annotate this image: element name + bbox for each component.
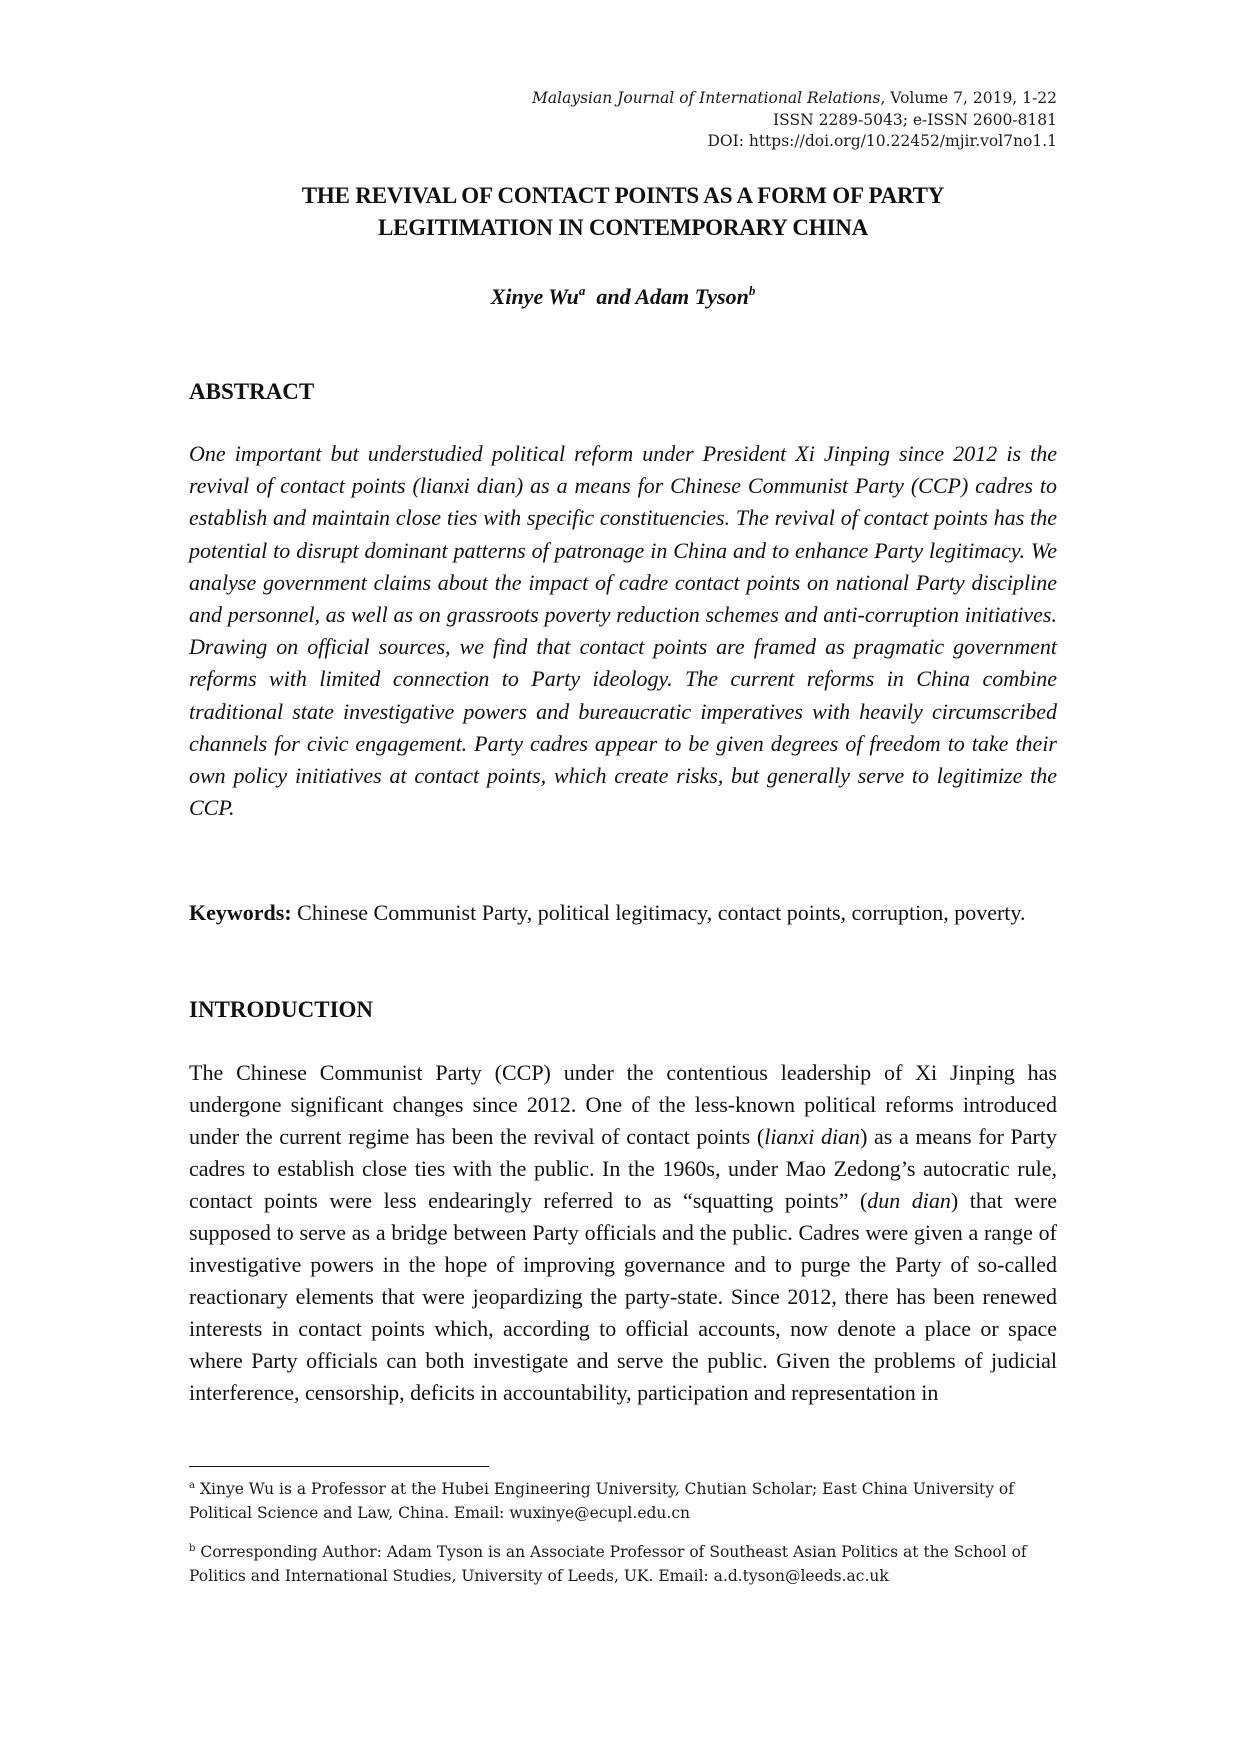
term-lianxi-dian: lianxi dian bbox=[764, 1124, 861, 1149]
footnote-mark-a: a bbox=[189, 1480, 195, 1491]
term-dun-dian: dun dian bbox=[867, 1188, 951, 1213]
body-segment: The Chinese Communist Party (CCP) under the contentious leadership of Xi Jinping has undergone significant changes since 2012. One of the less-known political reforms introduced under the current regime has been the revival of contact points ( bbox=[189, 1060, 1057, 1149]
author-1-affiliation-mark: a bbox=[578, 283, 586, 298]
volume-info: , Volume 7, 2019, 1-22 bbox=[880, 89, 1057, 107]
footnote-mark-b: b bbox=[189, 1543, 196, 1554]
footnote-text-a: Xinye Wu is a Professor at the Hubei Engineering University, Chutian Scholar; East China University of Political Science and Law, China. Email: wuxinye@ecupl.edu.cn bbox=[189, 1480, 1014, 1522]
footnote-separator bbox=[189, 1466, 489, 1467]
journal-name: Malaysian Journal of International Relations bbox=[532, 89, 881, 107]
keywords-list: Chinese Communist Party, political legitimacy, contact points, corruption, poverty. bbox=[291, 900, 1026, 925]
footnote-a bbox=[189, 1478, 1057, 1525]
body-segment: ) as a means for Party cadres to establish close ties with the public. In the 1960s, under Mao Zedong’s autocratic rule, contact points were less endearingly referred to as “squatting points” ( bbox=[189, 1124, 1057, 1213]
journal-header bbox=[189, 88, 1057, 153]
abstract-text: One important but understudied political reform under President Xi Jinping since 2012 is the revival of contact points (lianxi dian) as a means for Chinese Communist Party (CCP) cadres to establish and maintain close ties with specific constituencies. The revival of contact points has the potential to disrupt dominant patterns of patronage in China and to enhance Party legitimacy. We analyse government claims about the impact of cadre contact points on national Party discipline and personnel, as well as on grassroots poverty reduction schemes and anti-corruption initiatives. Drawing on official sources, we find that contact points are framed as pragmatic government reforms with limited connection to Party ideology. The current reforms in China combine traditional state investigative powers and bureaucratic imperatives with heavily circumscribed channels for civic engagement. Party cadres appear to be given degrees of freedom to take their own policy initiatives at contact points, which create risks, but generally serve to legitimize the CCP. bbox=[189, 441, 1057, 821]
author-list bbox=[189, 282, 1057, 312]
introduction-heading: INTRODUCTION bbox=[189, 997, 374, 1022]
issn: ISSN 2289-5043; e-ISSN 2600-8181 bbox=[773, 110, 1057, 129]
author-2: Adam Tyson bbox=[635, 284, 749, 309]
title-line-2: LEGITIMATION IN CONTEMPORARY CHINA bbox=[377, 215, 869, 240]
paper-title bbox=[189, 180, 1057, 244]
author-connector: and bbox=[596, 284, 631, 309]
author-1: Xinye Wu bbox=[490, 284, 579, 309]
abstract-heading: ABSTRACT bbox=[189, 379, 315, 404]
doi: DOI: https://doi.org/10.22452/mjir.vol7no1.1 bbox=[707, 132, 1057, 150]
body-segment: ) that were supposed to serve as a bridge between Party officials and the public. Cadres were given a range of investigative powers in the hope of improving governance and to purge the Party of so-called reactionary elements that were jeopardizing the party-state. Since 2012, there has been renewed interests in contact points which, according to official accounts, now denote a place or space where Party officials can both investigate and serve the public. Given the problems of judicial interference, censorship, deficits in accountability, participation and representation in bbox=[189, 1188, 1057, 1405]
keywords bbox=[189, 897, 1057, 929]
footnote-b bbox=[189, 1541, 1057, 1588]
keywords-label: Keywords: bbox=[189, 900, 292, 925]
introduction-body bbox=[189, 1057, 1057, 1409]
title-line-1: THE REVIVAL OF CONTACT POINTS AS A FORM OF PARTY bbox=[301, 183, 945, 208]
footnote-text-b: Corresponding Author: Adam Tyson is an Associate Professor of Southeast Asian Politics at the School of Politics and International Studies, University of Leeds, UK. Email: a.d.tyson@leeds.ac.uk bbox=[189, 1543, 1027, 1585]
author-2-affiliation-mark: b bbox=[748, 283, 756, 298]
journal-citation bbox=[189, 88, 1057, 110]
